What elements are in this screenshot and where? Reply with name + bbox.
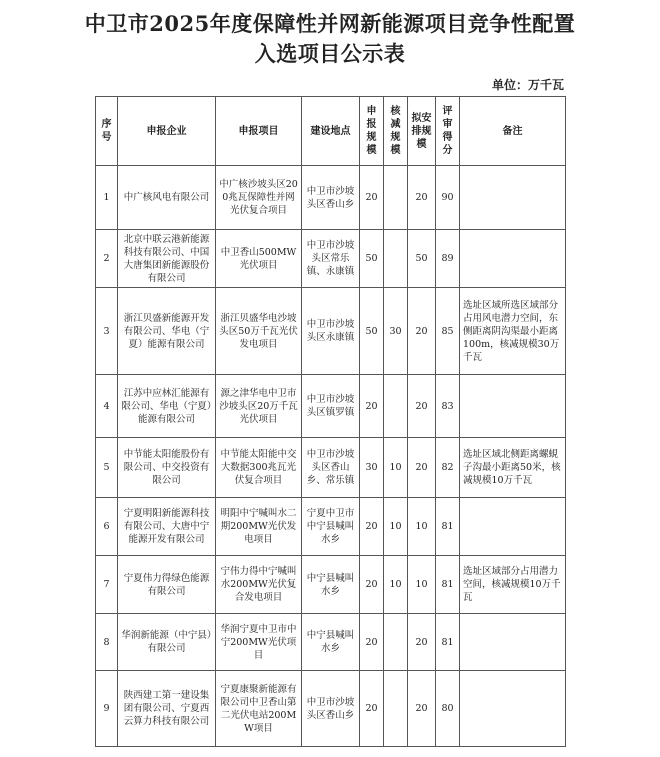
cell-score: 83 xyxy=(436,375,460,438)
table-row xyxy=(96,671,566,747)
cell-location: 中卫市沙坡头区镇罗镇 xyxy=(302,375,360,438)
cell-project: 华润宁夏中卫市中宁200MW光伏项目 xyxy=(216,614,302,671)
cell-score: 81 xyxy=(436,498,460,556)
cell-reduced xyxy=(384,671,408,747)
cell-note xyxy=(460,614,566,671)
header-note: 备注 xyxy=(460,97,566,166)
cell-planned: 20 xyxy=(408,614,436,671)
table-row xyxy=(96,375,566,438)
table-row xyxy=(96,438,566,498)
cell-reduced: 10 xyxy=(384,498,408,556)
cell-project: 中卫香山500MW光伏项目 xyxy=(216,230,302,288)
cell-declared: 20 xyxy=(360,498,384,556)
cell-company: 中广核风电有限公司 xyxy=(118,166,216,230)
cell-location: 中卫市沙坡头区香山乡 xyxy=(302,671,360,747)
cell-planned: 50 xyxy=(408,230,436,288)
cell-declared: 20 xyxy=(360,556,384,614)
table-row xyxy=(96,556,566,614)
cell-declared: 50 xyxy=(360,230,384,288)
cell-location: 中卫市沙坡头区香山乡、常乐镇 xyxy=(302,438,360,498)
cell-no: 3 xyxy=(96,288,118,375)
cell-project: 中节能太阳能中交大数据300兆瓦光伏复合项目 xyxy=(216,438,302,498)
cell-reduced xyxy=(384,375,408,438)
cell-score: 81 xyxy=(436,556,460,614)
cell-reduced xyxy=(384,166,408,230)
cell-declared: 20 xyxy=(360,614,384,671)
cell-note xyxy=(460,375,566,438)
header-no: 序号 xyxy=(96,97,118,166)
cell-location: 中宁县喊叫水乡 xyxy=(302,614,360,671)
cell-no: 7 xyxy=(96,556,118,614)
cell-reduced: 10 xyxy=(384,438,408,498)
header-reduced: 核减规模 xyxy=(384,97,408,166)
cell-company: 北京中联云港新能源科技有限公司、中国大唐集团新能源股份有限公司 xyxy=(118,230,216,288)
cell-score: 89 xyxy=(436,230,460,288)
cell-planned: 10 xyxy=(408,498,436,556)
cell-project: 宁伟力得中宁喊叫水200MW光伏复合发电项目 xyxy=(216,556,302,614)
cell-location: 中卫市沙坡头区永康镇 xyxy=(302,288,360,375)
unit-label: 单位：万千瓦 xyxy=(491,78,564,92)
cell-no: 2 xyxy=(96,230,118,288)
cell-project: 明阳中宁喊叫水二期200MW光伏发电项目 xyxy=(216,498,302,556)
cell-planned: 20 xyxy=(408,166,436,230)
cell-note: 选址区域所选区域部分占用风电潜力空间，东侧距离阴沟渠最小距离100m，核减规模30万千瓦 xyxy=(460,288,566,375)
cell-score: 90 xyxy=(436,166,460,230)
header-planned: 拟安排规模 xyxy=(408,97,436,166)
cell-note: 选址区域北侧距离螺蜆子沟最小距离50米，核减规模10万千瓦 xyxy=(460,438,566,498)
header-company: 申报企业 xyxy=(118,97,216,166)
cell-no: 8 xyxy=(96,614,118,671)
cell-company: 江苏中应林汇能源有限公司、华电（宁夏）能源有限公司 xyxy=(118,375,216,438)
cell-score: 85 xyxy=(436,288,460,375)
header-project: 申报项目 xyxy=(216,97,302,166)
cell-score: 80 xyxy=(436,671,460,747)
cell-company: 宁夏伟力得绿色能源有限公司 xyxy=(118,556,216,614)
projects-table xyxy=(95,96,566,747)
cell-company: 陕西建工第一建设集团有限公司、宁夏西云算力科技有限公司 xyxy=(118,671,216,747)
table-row xyxy=(96,230,566,288)
cell-declared: 20 xyxy=(360,671,384,747)
cell-no: 6 xyxy=(96,498,118,556)
cell-no: 5 xyxy=(96,438,118,498)
document-title-line1: 中卫市2025年度保障性并网新能源项目竞争性配置 xyxy=(84,11,576,36)
cell-project: 中广核沙坡头区200兆瓦保障性并网光伏复合项目 xyxy=(216,166,302,230)
cell-location: 中卫市沙坡头区常乐镇、永康镇 xyxy=(302,230,360,288)
cell-project: 宁夏康聚新能源有限公司中卫香山第二光伏电站200MW项目 xyxy=(216,671,302,747)
cell-planned: 20 xyxy=(408,438,436,498)
cell-company: 浙江贝盛新能源开发有限公司、华电（宁夏）能源有限公司 xyxy=(118,288,216,375)
cell-score: 81 xyxy=(436,614,460,671)
cell-planned: 20 xyxy=(408,375,436,438)
header-declared: 申报规模 xyxy=(360,97,384,166)
cell-planned: 20 xyxy=(408,288,436,375)
cell-reduced: 10 xyxy=(384,556,408,614)
cell-planned: 10 xyxy=(408,556,436,614)
cell-location: 中卫市沙坡头区香山乡 xyxy=(302,166,360,230)
table-header-row xyxy=(96,97,566,166)
cell-declared: 20 xyxy=(360,375,384,438)
cell-project: 浙江贝盛华电沙坡头区50万千瓦光伏发电项目 xyxy=(216,288,302,375)
cell-note xyxy=(460,230,566,288)
cell-location: 中宁县喊叫水乡 xyxy=(302,556,360,614)
table-body xyxy=(96,166,566,747)
cell-location: 宁夏中卫市中宁县喊叫水乡 xyxy=(302,498,360,556)
cell-note xyxy=(460,498,566,556)
header-score: 评审得分 xyxy=(436,97,460,166)
table-row xyxy=(96,288,566,375)
cell-reduced xyxy=(384,614,408,671)
cell-no: 1 xyxy=(96,166,118,230)
cell-declared: 30 xyxy=(360,438,384,498)
cell-declared: 50 xyxy=(360,288,384,375)
table-row xyxy=(96,166,566,230)
cell-score: 82 xyxy=(436,438,460,498)
cell-project: 源之津华电中卫市沙坡头区20万千瓦光伏项目 xyxy=(216,375,302,438)
cell-note xyxy=(460,166,566,230)
header-location: 建设地点 xyxy=(302,97,360,166)
cell-note xyxy=(460,671,566,747)
cell-company: 华润新能源（中宁县）有限公司 xyxy=(118,614,216,671)
cell-no: 9 xyxy=(96,671,118,747)
table-row xyxy=(96,498,566,556)
cell-no: 4 xyxy=(96,375,118,438)
cell-planned: 20 xyxy=(408,671,436,747)
cell-company: 宁夏明阳新能源科技有限公司、大唐中宁能源开发有限公司 xyxy=(118,498,216,556)
cell-reduced: 30 xyxy=(384,288,408,375)
table-row xyxy=(96,614,566,671)
cell-note: 选址区域部分占用潜力空间，核减规模10万千瓦 xyxy=(460,556,566,614)
cell-reduced xyxy=(384,230,408,288)
cell-company: 中节能太阳能股份有限公司、中交投资有限公司 xyxy=(118,438,216,498)
document-title-line2: 入选项目公示表 xyxy=(254,41,406,66)
cell-declared: 20 xyxy=(360,166,384,230)
